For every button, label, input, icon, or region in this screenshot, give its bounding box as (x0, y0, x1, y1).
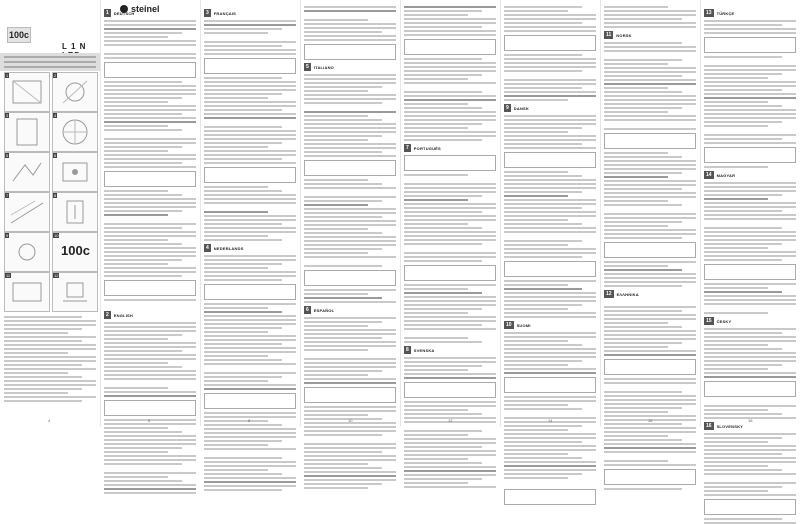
language-banner (0, 53, 100, 71)
section-header (504, 321, 596, 329)
section-number: 7 (406, 145, 409, 151)
figure-8: 8 (52, 192, 98, 232)
section-number: 1 (106, 10, 109, 16)
section-language: SLOVENSKY (716, 423, 744, 429)
section-header (204, 244, 296, 252)
model-badge: 100c (7, 27, 31, 43)
section-language: FRANÇAIS (213, 10, 237, 16)
warning-box (204, 393, 296, 409)
page-number: 16 (648, 418, 653, 423)
warning-box (304, 44, 396, 60)
figure-10: 10 100c (52, 232, 98, 272)
section-header (704, 422, 796, 430)
warning-box (604, 242, 696, 258)
page-number: 6 (148, 418, 151, 423)
model-title: L 1 N (62, 42, 87, 51)
display-readout: 100c (61, 243, 90, 258)
warning-box (504, 377, 596, 393)
figure-9: 9 (4, 232, 50, 272)
section-number: 14 (706, 172, 712, 178)
figure-12: 12 (52, 272, 98, 312)
section-header (304, 63, 396, 71)
page-number: 14 (548, 418, 553, 423)
warning-box (704, 37, 796, 53)
section-language: DEUTSCH (113, 10, 135, 16)
page-number: 18 (748, 418, 753, 423)
section-language: ESPAÑOL (313, 307, 335, 313)
section-number: 6 (306, 307, 309, 313)
figure-4: 4 (52, 112, 98, 152)
warning-box (104, 400, 196, 416)
text-column (104, 6, 196, 414)
section-number: 2 (106, 312, 109, 318)
warning-box (304, 270, 396, 286)
section-number: 15 (706, 318, 712, 324)
cover-text-column (4, 316, 96, 411)
section-number: 16 (706, 423, 712, 429)
warning-box (404, 155, 496, 171)
section-header (704, 317, 796, 325)
brand-logo: steinel (120, 4, 160, 14)
text-column (404, 6, 496, 414)
warning-box (604, 133, 696, 149)
section-header (704, 171, 796, 179)
section-header (204, 9, 296, 17)
figure-2: 2 (52, 72, 98, 112)
section-header (604, 290, 696, 298)
warning-box (404, 382, 496, 398)
page-number: 10 (348, 418, 353, 423)
page-number: 12 (448, 418, 453, 423)
text-column (304, 6, 396, 414)
section-language: TÜRKÇE (716, 10, 735, 16)
text-column (504, 6, 596, 414)
section-number: 10 (506, 322, 512, 328)
section-number: 12 (606, 291, 612, 297)
section-header (304, 306, 396, 314)
section-language: NORSK (616, 32, 632, 38)
figure-11: 11 (4, 272, 50, 312)
section-language: PORTUGUÊS (413, 145, 441, 151)
section-header (704, 9, 796, 17)
section-number: 11 (606, 32, 612, 38)
section-header (104, 311, 196, 319)
warning-box (304, 387, 396, 403)
page-number: 8 (248, 418, 251, 423)
warning-box (604, 469, 696, 485)
section-language: ΕΛΛΗΝΙΚΑ (616, 291, 639, 297)
warning-box (504, 261, 596, 277)
warning-box (604, 359, 696, 375)
figure-3: 3 (4, 112, 50, 152)
figure-5: 5 (4, 152, 50, 192)
warning-box (104, 62, 196, 78)
warning-box (104, 280, 196, 296)
text-column (704, 6, 796, 429)
section-language: ITALIANO (313, 64, 334, 70)
text-column (204, 6, 296, 414)
section-number: 3 (206, 10, 209, 16)
text-column (604, 6, 696, 414)
figure-7: 7 (4, 192, 50, 232)
section-header (104, 9, 196, 17)
warning-box (704, 264, 796, 280)
section-header (504, 104, 596, 112)
section-language: SUOMI (516, 322, 531, 328)
section-number: 4 (206, 245, 209, 251)
warning-box (704, 499, 796, 515)
section-number: 8 (406, 347, 409, 353)
warning-box (704, 147, 796, 163)
warning-box (404, 265, 496, 281)
section-header (404, 144, 496, 152)
figure-1: 1 (4, 72, 50, 112)
warning-box (504, 35, 596, 51)
page-number: 4 (48, 418, 51, 423)
section-language: DANSK (513, 105, 530, 111)
warning-box (504, 489, 596, 505)
warning-box (404, 39, 496, 55)
section-language: MAGYAR (716, 172, 736, 178)
warning-box (304, 160, 396, 176)
warning-box (504, 152, 596, 168)
figure-6: 6 (52, 152, 98, 192)
section-language: ČESKY (716, 318, 732, 324)
section-number: 9 (506, 105, 509, 111)
section-header (404, 346, 496, 354)
section-header (604, 31, 696, 39)
section-language: NEDERLANDS (213, 245, 244, 251)
warning-box (204, 167, 296, 183)
section-language: SVENSKA (413, 347, 435, 353)
warning-box (704, 381, 796, 397)
section-number: 13 (706, 10, 712, 16)
warning-box (104, 171, 196, 187)
section-language: ENGLISH (113, 312, 133, 318)
warning-box (204, 284, 296, 300)
warning-box (204, 58, 296, 74)
section-number: 5 (306, 64, 309, 70)
